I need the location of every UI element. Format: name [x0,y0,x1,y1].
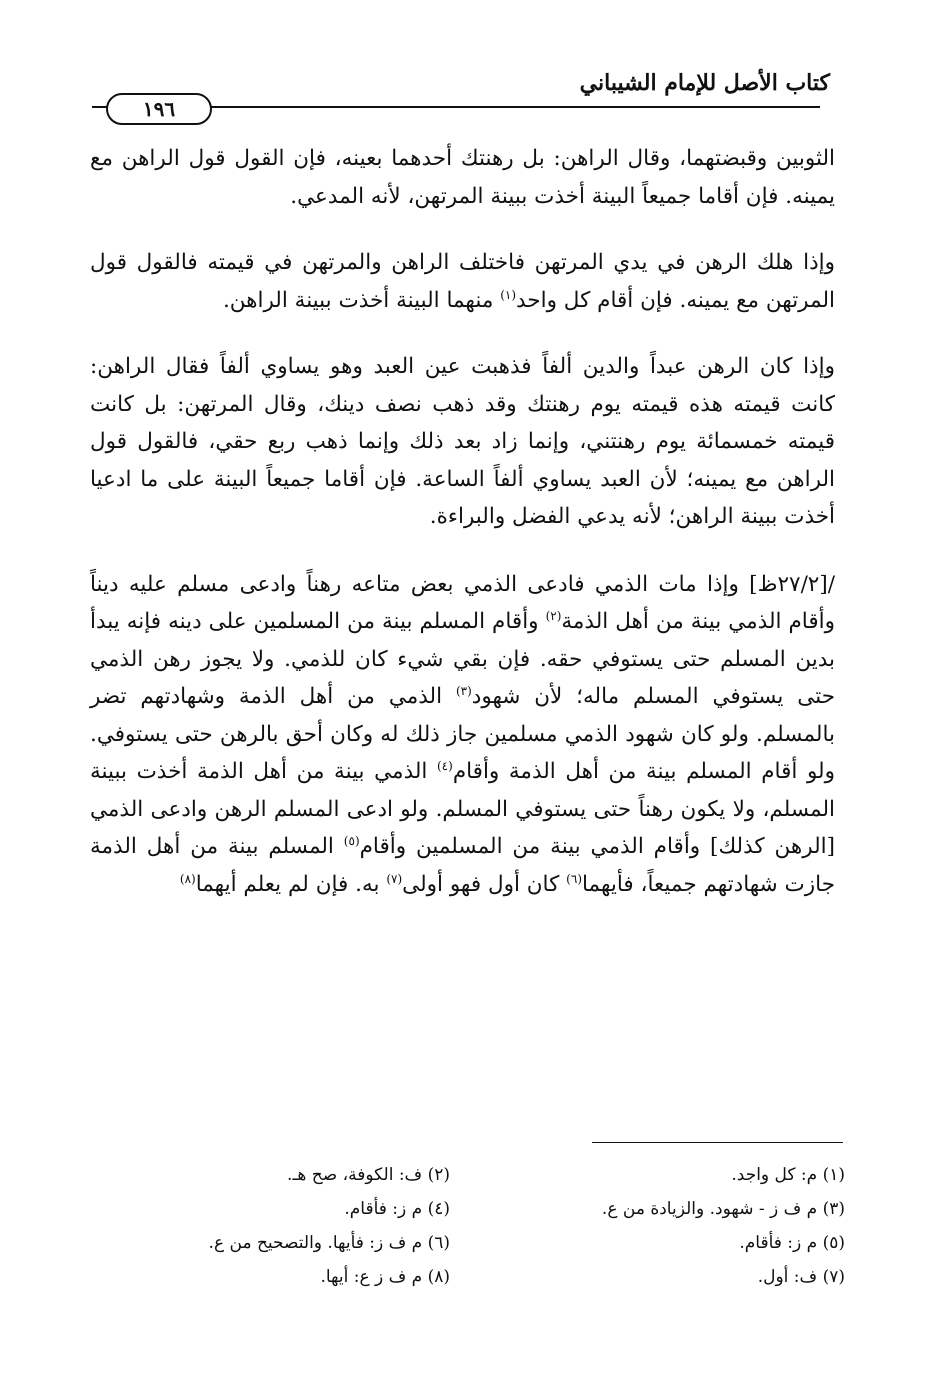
footnote-reference: (٧) [386,871,403,886]
footnote-number: (٣) [822,1199,845,1219]
footnote-reference: (١) [500,287,517,302]
footnote-text: م ف ز ع: أيها. [320,1267,423,1287]
paragraph-text: الذمي بينة من أهل الذمة أخذت ببينة المسلم، ولا يكون رهناً حتى يستوفي المسلم. ولو ادعى المسلم الرهن وادعى الذمي [الرهن كذلك] وأقام الذمي بينة من المسلمين وأقام [90,759,835,859]
footnote-item [475,1192,845,1226]
footnotes-right-column [475,1158,845,1294]
footnote-number: (٥) [822,1233,845,1253]
paragraph-text: كان أول فهو أولى [402,871,567,897]
footnote-text: م: كل واجد. [731,1165,818,1185]
footnote-separator [592,1142,843,1143]
paragraph [90,566,835,904]
footnote-number: (١) [822,1165,845,1185]
footnote-text: م ف ز: فأيها. والتصحيح من ع. [208,1233,423,1253]
footnote-item [80,1192,450,1226]
footnote-text: م ز: فأقام. [344,1199,423,1219]
footnote-reference: (٣) [455,683,472,698]
main-text [90,140,835,903]
paragraph-text: وإذا كان الرهن عبداً والدين ألفاً فذهبت عين العبد وهو يساوي ألفاً فقال الراهن: كانت قيمته هذه قيمته يوم رهنتك وقد ذهب نصف دينك، وقال المرتهن: بل كانت قيمته خمسمائة يوم رهنتني، وإنما زاد بعد ذلك وإنما ذهب ربع حقي، فالقول قول الراهن مع يمينه؛ لأن العبد يساوي ألفاً الساعة. فإن أقاما جميعاً البينة على ما ادعيا أخذت ببينة الراهن؛ لأنه يدعي الفضل والبراءة. [90,354,835,529]
footnote-reference: (٨) [179,871,196,886]
footnotes-left-column [80,1158,450,1294]
paragraph-text: وإذا هلك الرهن في يدي المرتهن فاختلف الراهن والمرتهن في قيمته فالقول قول المرتهن مع يمينه. فإن أقام كل واحد [90,250,835,313]
footnote-item [80,1226,450,1260]
paragraph-text: وأقام المسلم بينة من المسلمين على دينه فإنه يبدأ بدين المسلم حتى يستوفي حقه. فإن بقي شيء كان للذمي. ولا يجوز رهن الذمي حتى يستوفي المسلم ماله؛ لأن شهود [90,609,835,709]
paragraph-text: /[٢٧/٢ظ] وإذا مات الذمي فادعى الذمي بعض متاعه رهناً وادعى مسلم عليه ديناً وأقام الذمي بينة من أهل الذمة [90,571,835,634]
paragraph-text: المسلم بينة من أهل الذمة جازت شهادتهم جميعاً، فأيهما [90,834,835,897]
paragraph-text: الذمي من أهل الذمة وشهادتهم تضر بالمسلم. ولو كان شهود الذمي مسلمين جاز ذلك له وكان أحق بالرهن حتى يستوفي. ولو أقام المسلم بينة من أهل الذمة وأقام [90,684,835,784]
footnote-item [80,1260,450,1294]
footnote-reference: (٢) [545,608,562,623]
footnote-text: ف: الكوفة، صح هـ. [287,1165,423,1185]
footnote-item [475,1158,845,1192]
footnote-text: م ز: فأقام. [739,1233,818,1253]
footnote-number: (٤) [427,1199,450,1219]
footnote-number: (٧) [822,1267,845,1287]
footnote-item [80,1158,450,1192]
page-number-badge: ١٩٦ [106,93,212,125]
paragraph-text: الثوبين وقبضتهما، وقال الراهن: بل رهنتك أحدهما بعينه، فإن القول قول الراهن مع يمينه. فإن أقاما جميعاً البينة أخذت ببينة المرتهن، لأنه المدعي. [90,146,835,209]
footnote-text: م ف ز - شهود. والزيادة من ع. [601,1199,818,1219]
paragraph-text: به. فإن لم يعلم أيهما [195,871,387,897]
paragraph [90,244,835,319]
paragraph [90,348,835,536]
paragraph [90,140,835,215]
footnote-number: (٨) [427,1267,450,1287]
footnote-text: ف: أول. [757,1267,818,1287]
footnote-item [475,1260,845,1294]
footnote-reference: (٤) [436,758,453,773]
footnote-item [475,1226,845,1260]
footnote-number: (٢) [427,1165,450,1185]
footnote-number: (٦) [427,1233,450,1253]
footnote-reference: (٦) [566,871,582,886]
running-header-title: كتاب الأصل للإمام الشيباني [579,70,830,96]
footnote-reference: (٥) [343,833,360,848]
paragraph-text: منهما البينة أخذت ببينة الراهن. [222,287,501,313]
